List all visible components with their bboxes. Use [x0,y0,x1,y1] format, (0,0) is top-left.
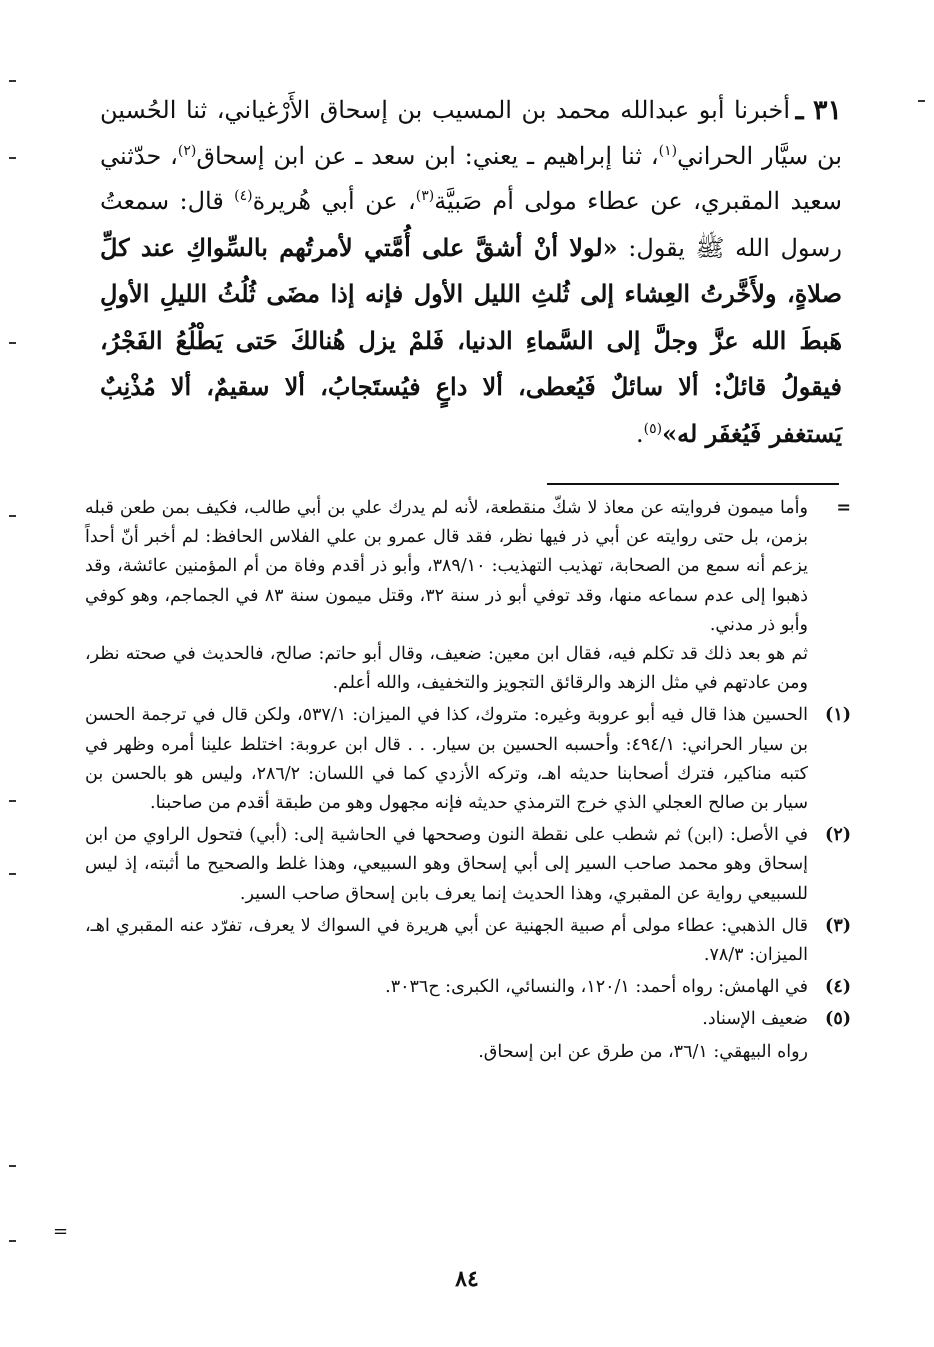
hadith-isnad-2: الحُسين بن سيَّار الحراني [100,96,843,170]
margin-tick [9,342,16,344]
footnote-4-text: في الهامش: رواه أحمد: ١٢٠/١، والنسائي، الكبرى: ح٣٠٣٦. [385,977,808,998]
hadith-text [100,88,842,457]
footnote-ref-2[interactable]: (٢) [177,142,197,159]
footnote-continuation-para-1: وأما ميمون فروايته عن معاذ لا شكّ منقطعة، لأنه لم يدرك علي بن أبي طالب، فكيف بمن طعن قبله بزمن، بل حتى روايته عن أبي ذر فيها نظر، فقد قال عمرو بن علي الفلاس الحافظ: لم أخبر أنّ أحداً يزعم أنه سمع من الصحابة، تهذيب التهذيب: ٣٨٩/١٠، وأبو ذر أقدم وفاة من أم المؤمنين عائشة، وقد ذهبوا إلى عدم سماعه منها، وقد توفي أبو ذر سنة ٣٢، وقتل ميمون سنة ٨٣ في الجماجم، وهو كوفي وأبو ذر مدني. [85,498,809,635]
footnote-ref-1[interactable]: (١) [658,142,678,159]
margin-tick [9,157,16,159]
margin-tick [9,80,16,82]
footnote-3-mark: (٣) [825,915,851,936]
footnote-1-text: الحسين هذا قال فيه أبو عروبة وغيره: متروك، كذا في الميزان: ٥٣٧/١، ولكن قال في ترجمة الحسن بن سيار الحراني: ٤٩٤/١: وأحسبه الحسين بن سيار. . . قال ابن عروبة: اختلط علينا أمره وظهر في كتبه مناكير، فترك أصحابنا حديثه اهـ، وتركه الأزدي كما في اللسان: ٢٨٦/٢، وليس هو بالحسن بن سيار بن صالح العجلي الذي خرج الترمذي حديثه فإنه مجهول وهو من طبقة أقدم من صاحبنا. [85,705,809,814]
footnote-2 [85,821,851,909]
footnote-ref-4[interactable]: (٤) [234,188,253,204]
footnote-5-continued [85,1038,851,1067]
footnote-continuation-para-2: ثم هو بعد ذلك قد تكلم فيه، فقال ابن معين: ضعيف، وقال أبو حاتم: صالح، فالحديث في صحته نظر، ومن عادتهم في مثل الزهد والرقائق التجويز والتخفيف، والله أعلم. [85,644,808,694]
margin-tick [9,1165,16,1167]
continues-next-page-mark: = [53,1221,69,1242]
footnote-5-source: رواه البيهقي: ٣٦/١، من طرق عن ابن إسحاق. [478,1041,808,1062]
hadith-isnad-3: ، ثنا إبراهيم ـ يعني: ابن سعد ـ عن ابن [273,141,659,170]
hadith-isnad-6: ، عن [365,187,416,215]
footnote-3-text: قال الذهبي: عطاء مولى أم صبية الجهنية عن أبي هريرة في السواك لا يعرف، تفرّد عنه المقبري اهـ، الميزان: ٧٨/٣. [85,915,808,966]
footnote-divider [547,483,839,485]
footnote-5 [85,1005,851,1034]
hadith-isnad-8: قال: سمعتُ رسول الله ﷺ يقول: [100,187,842,262]
hadith-isnad-4: إسحاق [196,141,265,170]
footnote-1 [85,701,851,818]
footnote-ref-5[interactable]: (٥) [643,420,663,437]
margin-tick [9,515,16,517]
continuation-mark: = [836,498,851,518]
footnote-3 [85,912,851,970]
footnote-1-mark: (١) [825,705,851,726]
footnote-2-text: في الأصل: (ابن) ثم شطب على نقطة النون وصححها في الحاشية إلى: (أبي) فتحول الراوي من ابن إسحاق وهو محمد صاحب السير إلى أبي إسحاق وهو السبيعي، وهذا غلط والصحيح ما أثبته، إذ ليس للسبيعي رواية عن المقبري، وهذا الحديث إنما يعرف بابن إسحاق صاحب السير. [85,825,808,904]
footnote-ref-3[interactable]: (٣) [415,188,435,204]
margin-tick [9,873,16,875]
hadith-number: ٣١ ـ [795,95,842,126]
margin-tick [9,1240,16,1242]
hadith-isnad-1: أخبرنا أبو عبدالله محمد بن المسيب بن إسحاق الأَرْغياني، ثنا [185,96,790,124]
hadith-isnad-5: ، حدّثني سعيد المقبري، عن عطاء مولى أم صَبيَّة [100,141,842,215]
margin-tick [9,800,16,802]
footnote-4 [85,973,851,1002]
page-number: ٨٤ [455,1266,479,1292]
footnote-continuation [85,494,851,698]
hadith-isnad-7: أبي هُريرة [252,187,355,215]
footnote-2-mark: (٢) [825,825,851,846]
footnote-4-mark: (٤) [825,977,851,998]
footnote-5-text: ضعيف الإسناد. [702,1009,808,1030]
hadith-end-period: . [636,419,644,448]
footnotes [85,494,851,1070]
margin-tick [918,100,925,102]
hadith-matn: «لولا أنْ أشقَّ على أُمَّتي لأمرتُهم بالسِّواكِ عند كلِّ صلاةٍ، ولأَخَّرتُ العِشاء إلى ثُلثِ الليل الأول فإنه إذا مضَى ثُلُثُ الليلِ الأولِ هَبطَ الله عزَّ وجلَّ إلى السَّماءِ الدنيا، فَلمْ يزل هُنالكَ حَتى يَطْلُعُ الفَجْرُ، فيقولُ قائلٌ: ألا سائلٌ فَيُعطى، ألا داعٍ فيُستَجابُ، ألا سقيمٌ، ألا مُذْنِبٌ يَستغفر فَيُغفَر له» [100,232,842,448]
footnote-5-mark: (٥) [825,1009,851,1030]
